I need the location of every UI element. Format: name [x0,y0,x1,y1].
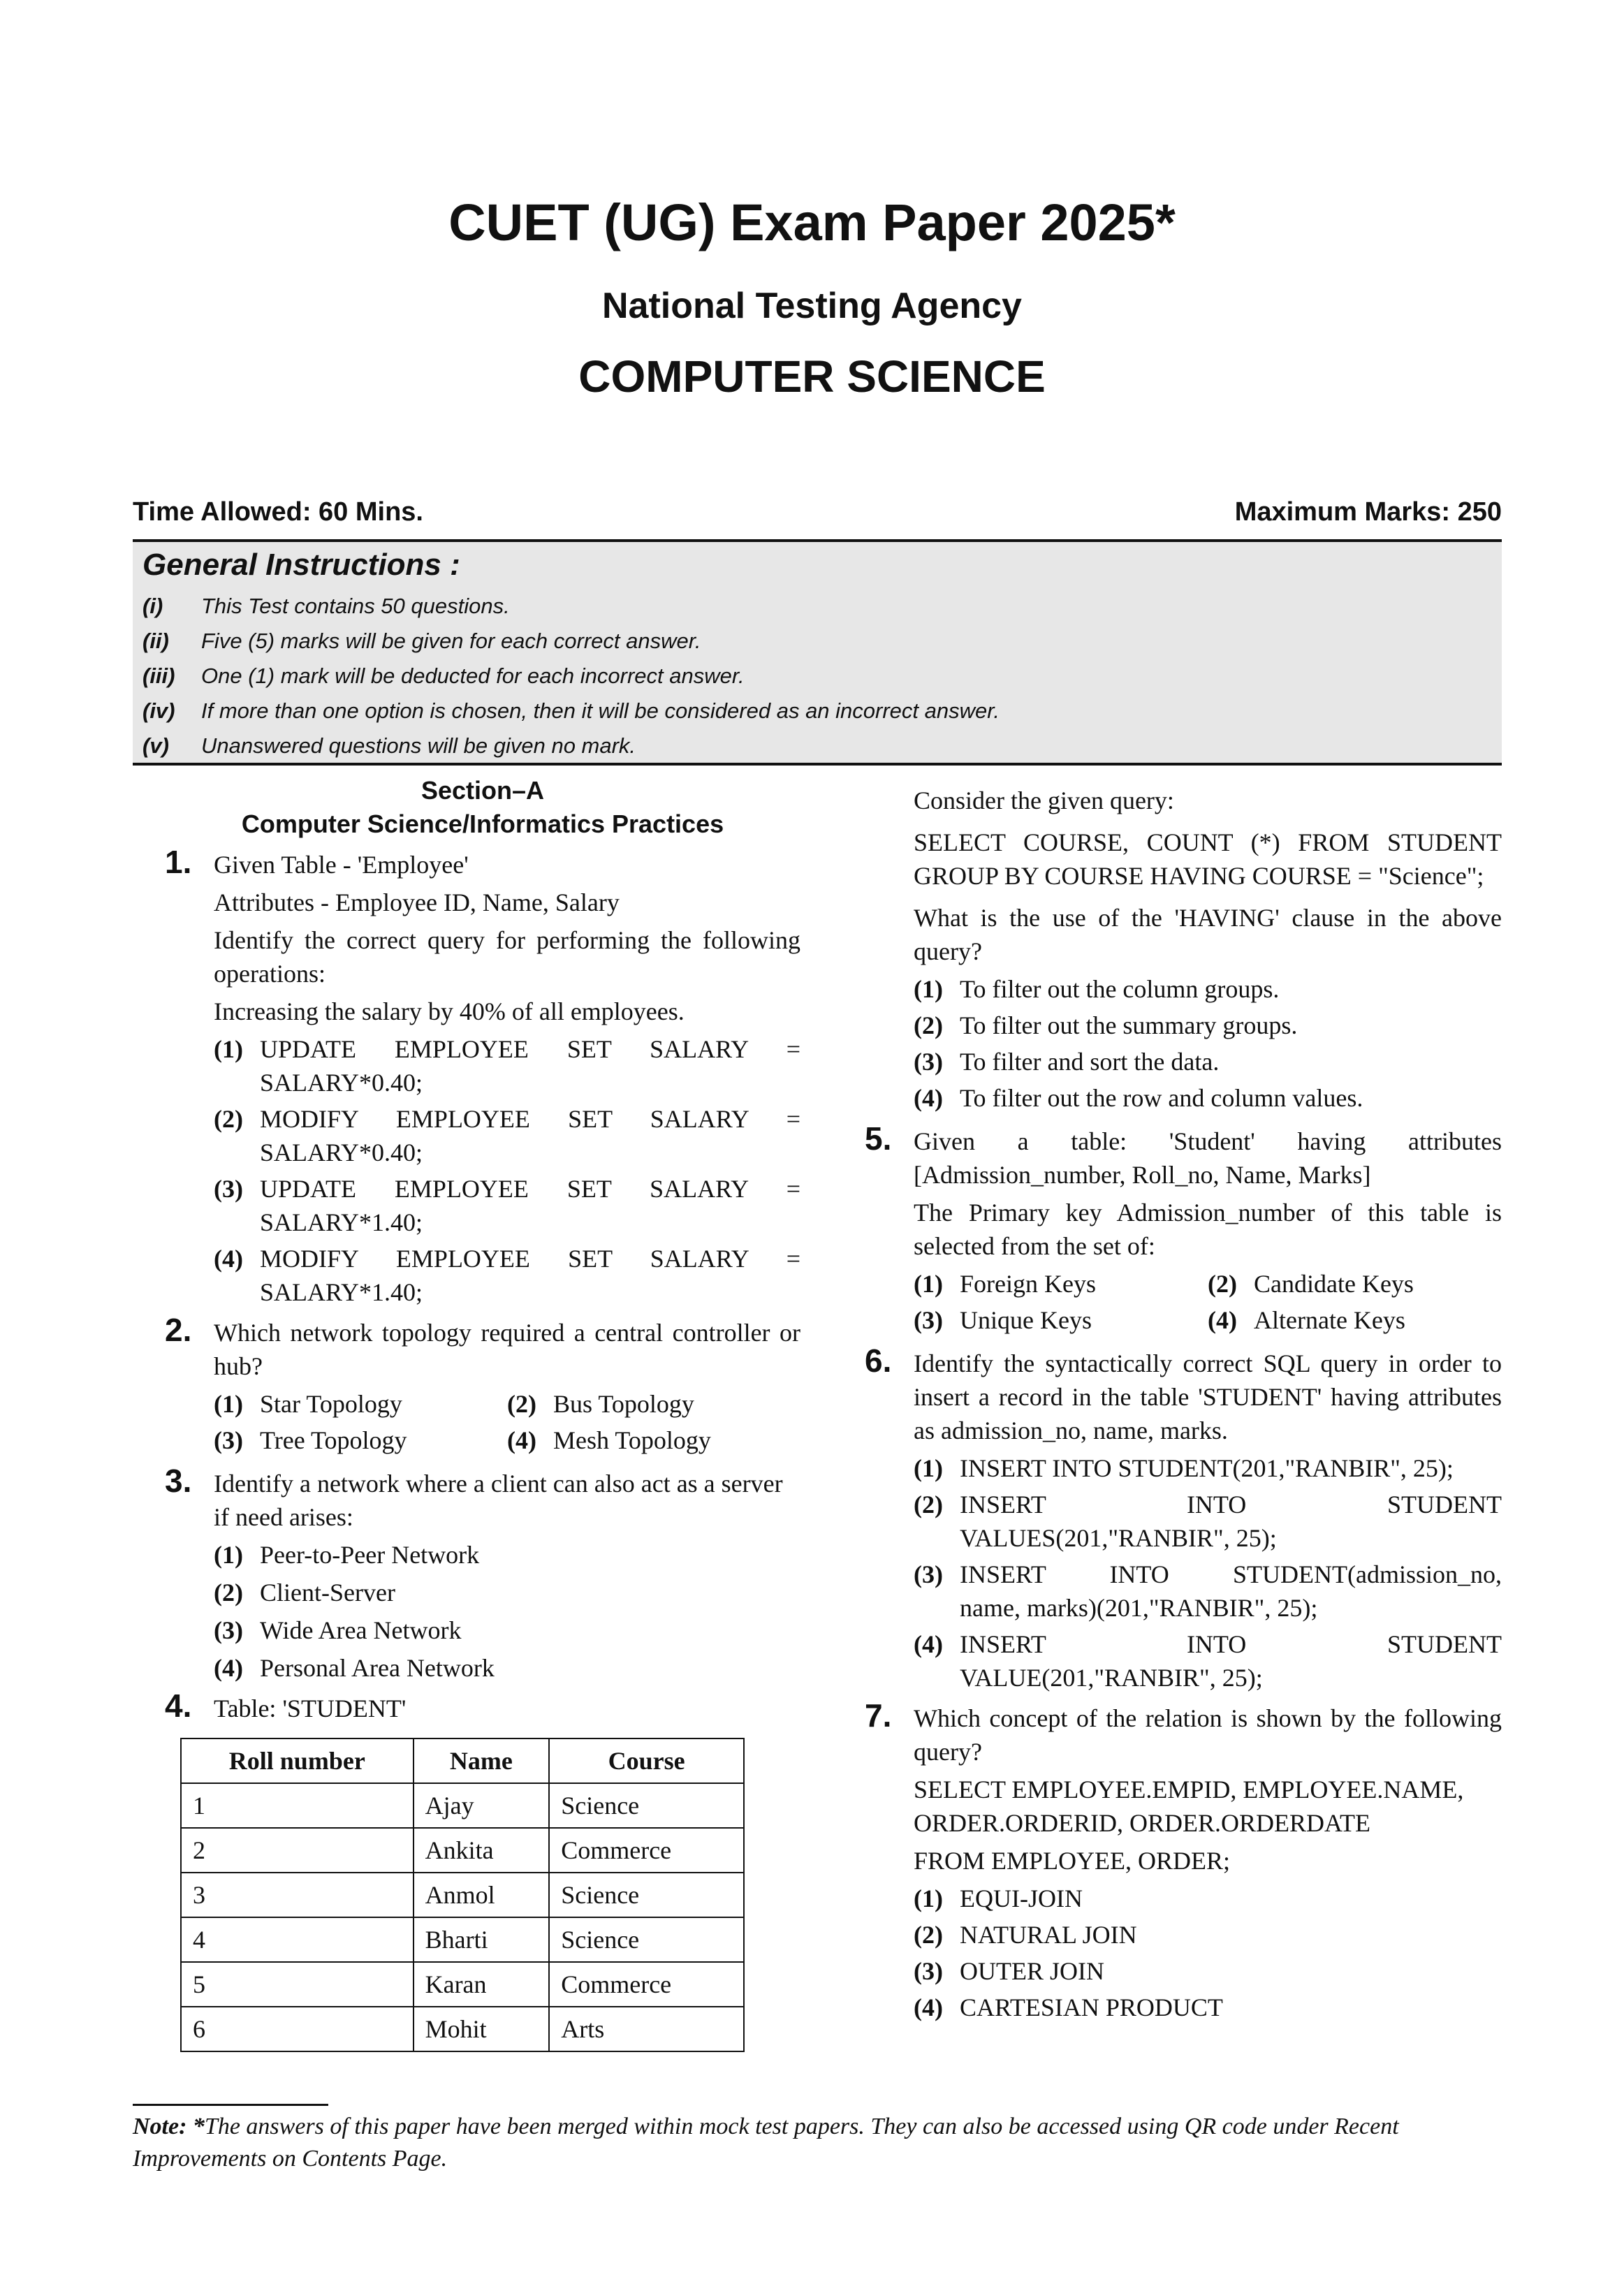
option [214,1102,800,1169]
option [214,1538,800,1572]
sql-query: FROM EMPLOYEE, ORDER; [914,1847,1231,1875]
question-text: Given a table: 'Student' having attributes [Admission_number, Roll_no, Name, Marks] [914,1127,1502,1189]
instruction-number: (iii) [142,664,175,688]
instructions-heading: General Instructions : [142,548,460,582]
general-instructions [133,539,1502,766]
instruction-text: Five (5) marks will be given for each correct answer. [201,629,701,653]
table-row [181,1783,744,1828]
option [1208,1303,1502,1337]
column-header: Roll number [181,1738,414,1783]
table-cell: Science [549,1917,744,1962]
question-number: 7. [865,1697,892,1734]
option [914,1045,1502,1078]
subject-title: COMPUTER SCIENCE [578,351,1046,402]
question-text: Identify the syntactically correct SQL query in order to insert a record in the table 'STUDENT' having attributes as admission_no, name, marks. [914,1349,1502,1444]
right-column [865,774,1502,2027]
option-number: (3) [214,1175,243,1203]
option-number: (1) [914,1884,943,1912]
option-number: (2) [214,1579,243,1606]
table-cell: Ajay [414,1783,550,1828]
option-text: name, marks)(201,"RANBIR", 25); [960,1594,1318,1622]
option-text: To filter and sort the data. [960,1048,1220,1076]
options-grid [914,1267,1502,1340]
option [914,1488,1502,1555]
time-allowed: Time Allowed: 60 Mins. [133,497,423,527]
page-title: CUET (UG) Exam Paper 2025* [448,193,1176,251]
option [914,1627,1502,1694]
option-number: (2) [214,1105,243,1133]
option [914,1882,1502,1915]
option [914,1991,1502,2024]
option-number: (2) [914,1491,943,1518]
option-number: (3) [914,1048,943,1076]
question-text: Which concept of the relation is shown by the following query? [914,1704,1502,1766]
option-number: (1) [914,1270,943,1298]
option-number: (2) [507,1390,536,1418]
option-text: NATURAL JOIN [960,1921,1137,1949]
instruction-number: (ii) [142,629,169,653]
question-7 [865,1697,1502,2024]
option-text: MODIFY EMPLOYEE SET SALARY = [260,1245,800,1273]
question-text: Identify the correct query for performing the following operations: [214,926,800,988]
table-cell: Karan [414,1962,550,2007]
option-text: OUTER JOIN [960,1957,1104,1985]
question-4-continued [865,784,1502,1115]
table-row [181,1917,744,1962]
column-header: Course [549,1738,744,1783]
table-cell: 1 [181,1783,414,1828]
option-number: (2) [1208,1270,1237,1298]
option [214,1242,800,1309]
question-text: Table: 'STUDENT' [214,1694,407,1722]
maximum-marks: Maximum Marks: 250 [1234,497,1502,527]
option-text: SALARY*1.40; [260,1208,423,1236]
option [214,1172,800,1239]
option-number: (1) [914,975,943,1003]
option-number: (4) [914,1993,943,2021]
question-text: Given Table - 'Employee' [214,851,469,879]
option-number: (2) [914,1011,943,1039]
footnote-rule [133,2104,328,2106]
option-text: Personal Area Network [260,1654,495,1682]
question-text: The Primary key Admission_number of this table is selected from the set of: [914,1199,1502,1260]
sql-query: SELECT EMPLOYEE.EMPID, EMPLOYEE.NAME, ORDER.ORDERID, ORDER.ORDERDATE [914,1776,1464,1837]
option-number: (2) [914,1921,943,1949]
option [507,1423,800,1457]
option-text: Foreign Keys [960,1270,1096,1298]
option [214,1613,800,1647]
instruction-number: (i) [142,594,163,618]
option [214,1387,507,1421]
table-cell: Science [549,1783,744,1828]
note-text: The answers of this paper have been merged within mock test papers. They can also be accessed using QR code under Recent Improvements on Contents Page. [133,2114,1399,2172]
section-name: Section–A [420,776,545,805]
table-cell: Mohit [414,2007,550,2051]
agency-name: National Testing Agency [602,286,1022,326]
table-row [181,2007,744,2051]
option-number: (4) [214,1654,243,1682]
option-text: To filter out the row and column values. [960,1084,1363,1112]
table-cell: 4 [181,1917,414,1962]
option-number: (4) [914,1084,943,1112]
question-text: What is the use of the 'HAVING' clause in the above query? [914,904,1502,965]
instruction-item [142,698,1000,724]
option [914,1954,1502,1988]
question-text: Identify a network where a client can also act as a server if need arises: [214,1470,783,1531]
question-3 [165,1463,800,1685]
option-text: SALARY*0.40; [260,1069,423,1097]
option [214,1423,507,1457]
instruction-text: Unanswered questions will be given no mark. [201,733,636,758]
student-table [180,1738,745,2052]
option-text: VALUES(201,"RANBIR", 25); [960,1524,1277,1552]
question-text: Increasing the salary by 40% of all employees. [214,997,685,1025]
option-text: Alternate Keys [1254,1306,1405,1334]
note-label: Note: * [133,2114,205,2139]
instruction-number: (iv) [142,698,175,723]
question-number: 6. [865,1342,892,1379]
option [914,1558,1502,1625]
option-text: UPDATE EMPLOYEE SET SALARY = [260,1035,800,1063]
option-text: To filter out the summary groups. [960,1011,1298,1039]
option-text: INSERT INTO STUDENT(admission_no, [960,1560,1502,1588]
option-text: UPDATE EMPLOYEE SET SALARY = [260,1175,800,1203]
option-text: SALARY*1.40; [260,1278,423,1306]
instruction-text: This Test contains 50 questions. [201,594,510,618]
question-2 [165,1312,800,1460]
footnote [133,2111,1502,2175]
option [507,1387,800,1421]
instruction-item [142,664,745,689]
table-header-row [181,1738,744,1783]
table-cell: Commerce [549,1962,744,2007]
instruction-text: One (1) mark will be deducted for each incorrect answer. [201,664,745,688]
column-header: Name [414,1738,550,1783]
option [914,972,1502,1006]
option [914,1081,1502,1115]
option [214,1651,800,1685]
option-number: (4) [507,1426,536,1454]
table-row [181,1828,744,1873]
option-number: (1) [214,1390,243,1418]
instruction-number: (v) [142,733,169,758]
option-text: Peer-to-Peer Network [260,1541,480,1569]
option [914,1009,1502,1042]
question-6 [865,1342,1502,1694]
question-number: 4. [165,1688,192,1724]
option-number: (3) [914,1957,943,1985]
option-text: INSERT INTO STUDENT [960,1491,1502,1518]
option-number: (3) [914,1306,943,1334]
table-row [181,1962,744,2007]
option-text: Client-Server [260,1579,395,1606]
table-cell: 2 [181,1828,414,1873]
option-text: INSERT INTO STUDENT(201,"RANBIR", 25); [960,1454,1454,1482]
option-text: Bus Topology [553,1390,694,1418]
table-cell: Science [549,1873,744,1917]
table-cell: Commerce [549,1828,744,1873]
option-text: SALARY*0.40; [260,1139,423,1166]
table-cell: 6 [181,2007,414,2051]
table-cell: 3 [181,1873,414,1917]
option-text: Star Topology [260,1390,402,1418]
exam-meta [133,497,1502,534]
question-text: Which network topology required a central controller or hub? [214,1319,800,1380]
option-number: (1) [214,1541,243,1569]
table-cell: Ankita [414,1828,550,1873]
option-number: (3) [914,1560,943,1588]
option-number: (1) [914,1454,943,1482]
instruction-text: If more than one option is chosen, then it will be considered as an incorrect answer. [201,698,1000,723]
option-text: Mesh Topology [553,1426,711,1454]
question-number: 1. [165,844,192,880]
question-number: 2. [165,1312,192,1348]
option-number: (1) [214,1035,243,1063]
option-text: EQUI-JOIN [960,1884,1083,1912]
option-number: (4) [214,1245,243,1273]
table-row [181,1873,744,1917]
table-cell: Bharti [414,1917,550,1962]
question-4 [165,1688,800,2052]
table-cell: Arts [549,2007,744,2051]
option-text: Tree Topology [260,1426,407,1454]
option [914,1451,1502,1485]
option-number: (4) [914,1630,943,1658]
option-number: (3) [214,1616,243,1644]
option-text: Unique Keys [960,1306,1092,1334]
table-cell: Anmol [414,1873,550,1917]
instruction-item [142,629,701,654]
instruction-item [142,594,510,619]
option [214,1032,800,1099]
options-grid [214,1387,800,1460]
question-5 [865,1120,1502,1340]
option-text: Candidate Keys [1254,1270,1414,1298]
question-1 [165,844,800,1309]
table-cell: 5 [181,1962,414,2007]
question-number: 3. [165,1463,192,1499]
question-text: Attributes - Employee ID, Name, Salary [214,888,620,916]
option-number: (4) [1208,1306,1237,1334]
sql-query: SELECT COURSE, COUNT (*) FROM STUDENT GROUP BY COURSE HAVING COURSE = "Science"; [914,828,1502,890]
option-text: MODIFY EMPLOYEE SET SALARY = [260,1105,800,1133]
option-number: (3) [214,1426,243,1454]
option [914,1267,1208,1301]
question-text: Consider the given query: [914,786,1174,814]
option [1208,1267,1502,1301]
option-text: VALUE(201,"RANBIR", 25); [960,1664,1263,1692]
section-subtitle: Computer Science/Informatics Practices [241,810,724,838]
option-text: Wide Area Network [260,1616,462,1644]
option-text: To filter out the column groups. [960,975,1280,1003]
option-text: INSERT INTO STUDENT [960,1630,1502,1658]
instruction-item [142,733,636,759]
option-text: CARTESIAN PRODUCT [960,1993,1223,2021]
option [914,1303,1208,1337]
question-number: 5. [865,1120,892,1157]
option [214,1576,800,1609]
left-column [165,774,800,2052]
option [914,1918,1502,1952]
